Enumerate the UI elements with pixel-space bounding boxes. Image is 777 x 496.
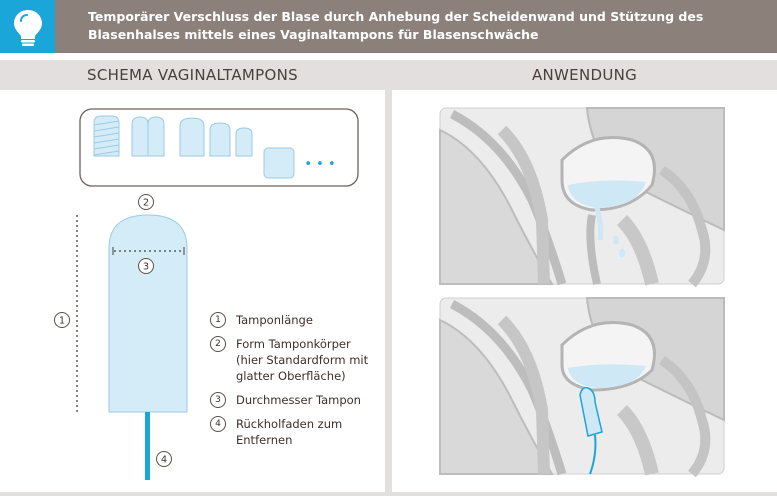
marker-4: [157, 452, 172, 467]
legend-text: Tamponlänge: [236, 313, 313, 327]
bottom-border: [0, 492, 777, 496]
marker-1: [55, 313, 70, 328]
retrieval-string: [145, 412, 150, 480]
main-tampon-body: [109, 215, 187, 412]
svg-text:1: 1: [58, 315, 66, 327]
svg-text:2: 2: [142, 197, 150, 209]
wide-tampon-shape: [132, 117, 164, 156]
marker-2: [139, 195, 154, 210]
medium-tampon-shape: [210, 123, 230, 156]
anatomy-with-tampon: [440, 298, 724, 474]
legend-number: 2: [210, 336, 226, 352]
cube-tampon-shape: [264, 148, 294, 178]
legend-item: [210, 336, 380, 384]
legend-text: Rückholfaden zum Entfernen: [236, 417, 343, 447]
legend-item: [210, 392, 380, 408]
legend-text: Form Tamponkörper (hier Standardform mit glatter Oberfläche): [236, 337, 369, 383]
header-bar: [0, 0, 777, 53]
legend: [210, 312, 380, 456]
legend-number: 1: [210, 312, 226, 328]
more-variants-dots: • • •: [304, 157, 336, 172]
anatomy-without-tampon: [440, 108, 724, 284]
marker-3: [139, 259, 154, 274]
panel-divider: [385, 60, 392, 496]
legend-item: [210, 312, 380, 328]
svg-text:4: 4: [160, 454, 168, 466]
application-title: ANWENDUNG: [392, 60, 777, 90]
large-tampon-shape: [180, 118, 204, 156]
lightbulb-icon: [0, 0, 55, 53]
legend-number: 4: [210, 416, 226, 432]
legend-item: [210, 416, 380, 448]
application-diagram: [392, 90, 777, 496]
small-tampon-shape: [236, 128, 252, 156]
page-title: Temporärer Verschluss der Blase durch Anhebung der Scheidenwand und Stützung des Blasenhalses mittels eines Vaginaltampons für Blasenschwäche: [88, 9, 704, 42]
svg-text:3: 3: [142, 261, 150, 273]
application-panel: [392, 60, 777, 496]
tampon-schema-title: SCHEMA VAGINALTAMPONS: [0, 60, 385, 90]
legend-text: Durchmesser Tampon: [236, 393, 361, 407]
legend-number: 3: [210, 392, 226, 408]
ribbed-tampon-shape: [94, 116, 119, 156]
